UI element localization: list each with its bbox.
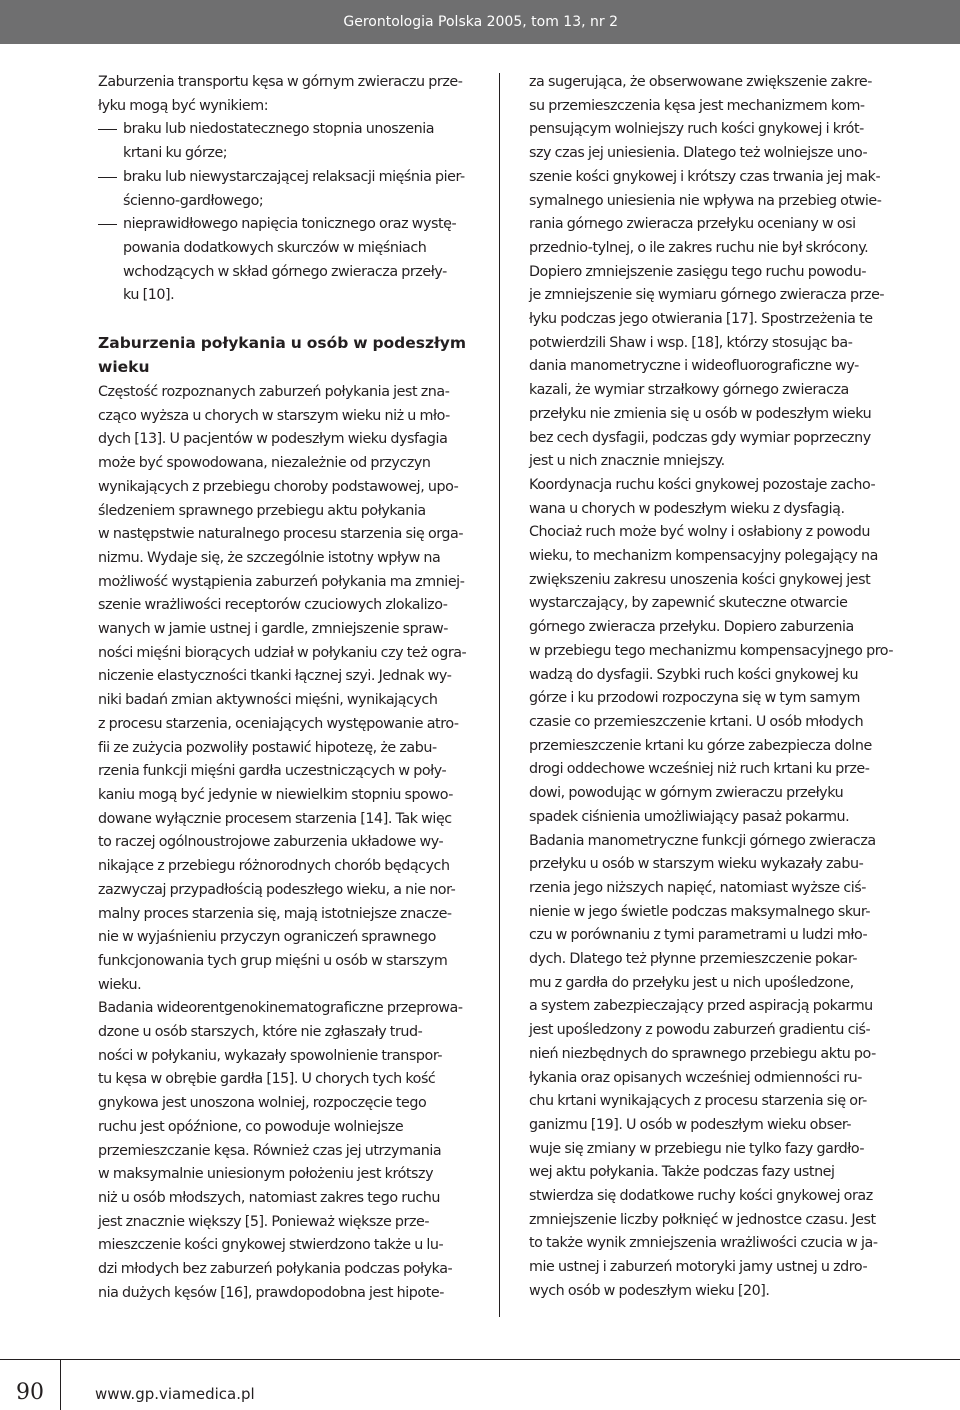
footer-divider — [60, 1360, 61, 1410]
text-line: z procesu starzenia, oceniających występowanie atro- — [98, 715, 459, 732]
heading-line: Zaburzenia połykania u osób w podeszłym — [98, 334, 467, 353]
text-line: przełyku u osób w starszym wieku wykazały zabu- — [529, 856, 864, 873]
em-dash-bullet — [98, 177, 117, 178]
body-paragraph — [98, 997, 468, 1305]
text-line: je zmniejszenie się wymiaru górnego zwieracza prze- — [529, 287, 885, 304]
text-line: kazali, że wymiar strzałkowy górnego zwieracza — [529, 382, 849, 399]
text-line: wystarczający, by zapewnić skuteczne otwarcie — [529, 595, 848, 612]
text-line: Badania manometryczne funkcji górnego zwieracza — [529, 832, 876, 849]
text-line: to także wynik zmniejszenia wrażliwości czucia w ja- — [529, 1235, 878, 1252]
text-line: w maksymalnie uniesionym położeniu jest krótszy — [98, 1166, 434, 1183]
text-line: śledzeniem sprawnego przebiegu aktu połykania — [98, 502, 426, 519]
text-line: łykania oraz opisanych wcześniej odmienności ru- — [529, 1069, 862, 1086]
text-line: niki badań zmian aktywności mięśni, wynikających — [98, 692, 438, 709]
text-line: rzenia jego niższych napięć, natomiast wyższe ciś- — [529, 879, 867, 896]
text-line: w przebiegu tego mechanizmu kompensacyjnego pro- — [529, 642, 894, 659]
text-line: gnykowa jest unoszona wolniej, rozpoczęcie tego — [98, 1095, 427, 1112]
text-line: stwierdza się dodatkowe ruchy kości gnykowej oraz — [529, 1188, 873, 1205]
text-line: rzenia funkcji mięśni gardła uczestniczących w poły- — [98, 763, 447, 780]
text-line: niż u osób młodszych, natomiast zakres tego ruchu — [98, 1189, 440, 1206]
text-line: może być spowodowana, niezależnie od przyczyn — [98, 455, 431, 472]
text-line: nie w wyjaśnieniu przyczyn ograniczeń sprawnego — [98, 929, 436, 946]
text-line: Chociaż ruch może być wolny i osłabiony z powodu — [529, 524, 871, 541]
text-line: nia dużych kęsów [16], prawdopodobna jest hipote- — [98, 1284, 444, 1301]
section-heading — [98, 331, 468, 379]
text-line: wanych w jamie ustnej i gardle, zmniejszenie spraw- — [98, 621, 448, 638]
text-line: za sugerująca, że obserwowane zwiększenie zakre- — [529, 74, 872, 90]
text-line: funkcjonowania tych grup mięśni u osób w starszym — [98, 952, 448, 969]
text-line: ności mięśni biorących udział w połykaniu czy też ogra- — [98, 644, 467, 661]
text-line: łyku podczas jego otwierania [17]. Spostrzeżenia te — [529, 311, 873, 328]
text-line: fii ze zużycia pozwoliły postawić hipotezę, że zabu- — [98, 739, 437, 756]
text-line: dowi, powodując w górnym zwieraczu przełyku — [529, 785, 844, 802]
text-line: czu w porównaniu z tymi parametrami u ludzi mło- — [529, 927, 868, 944]
text-line: górnego zwieracza przełyku. Dopiero zaburzenia — [529, 619, 854, 636]
text-line: ku [10]. — [123, 287, 175, 304]
text-line: zwiększeniu zakresu unoszenia kości gnykowej jest — [529, 571, 871, 588]
journal-issue-title: Gerontologia Polska 2005, tom 13, nr 2 — [343, 14, 618, 30]
text-line: łyku mogą być wynikiem: — [98, 97, 269, 114]
text-line: dych [13]. U pacjentów w podeszłym wieku dysfagia — [98, 431, 448, 448]
text-line: przełyku nie zmienia się u osób w podeszłym wieku — [529, 405, 872, 422]
text-line: górze i ku przodowi rozpoczyna się w tym samym — [529, 690, 860, 707]
text-line: ruchu jest opóźnione, co powoduje wolniejsze — [98, 1118, 404, 1135]
text-line: szenie kości gnykowej i krótszy czas trwania jej mak- — [529, 168, 881, 185]
text-line: krtani ku górze; — [123, 145, 228, 162]
text-line: ności w połykaniu, wykazały spowolnienie transpor- — [98, 1047, 443, 1064]
text-line: Zaburzenia transportu kęsa w górnym zwieraczu prze- — [98, 74, 463, 90]
footer-rule — [0, 1359, 960, 1360]
body-paragraph — [98, 381, 468, 997]
text-line: kaniu mogą być jedynie w niewielkim stopniu spowo- — [98, 786, 453, 803]
text-line: dzone u osób starszych, które nie zgłaszały trud- — [98, 1024, 423, 1041]
text-line: powania dodatkowych skurczów w mięśniach — [123, 239, 427, 256]
text-line: zazwyczaj przypadłością podeszłego wieku, a nie nor- — [98, 881, 456, 898]
body-paragraph — [529, 474, 902, 1304]
text-line: su przemieszczenia kęsa jest mechanizmem kom- — [529, 97, 865, 114]
text-line: przemieszczenie krtani ku górze zabezpiecza dolne — [529, 737, 872, 754]
left-column — [98, 71, 468, 1305]
text-line: dzi młodych bez zaburzeń połykania podczas połyka- — [98, 1261, 453, 1278]
text-line: nienie w jego świetle podczas maksymalnego skur- — [529, 903, 871, 920]
text-line: dania manometryczne i wideofluorograficzne wy- — [529, 358, 859, 375]
text-line: przednio-tylnej, o ile zakres ruchu nie był skrócony. — [529, 239, 869, 256]
text-line: wieku. — [98, 976, 142, 993]
text-line: pensującym wolniejszy ruch kości gnykowej i krót- — [529, 121, 864, 138]
text-line: jest upośledzony z powodu zaburzeń gradientu ciś- — [529, 1022, 871, 1039]
text-line: przemieszczanie kęsa. Również czas jej utrzymania — [98, 1142, 442, 1159]
text-line: Dopiero zmniejszenie zasięgu tego ruchu powodu- — [529, 263, 867, 280]
text-line: dych. Dlatego też płynne przemieszczenie pokar- — [529, 951, 858, 968]
column-divider — [499, 73, 500, 1317]
text-line: drogi oddechowe wcześniej niż ruch krtani ku prze- — [529, 761, 870, 778]
text-line: niczenie elastyczności tkanki łącznej szyi. Jednak wy- — [98, 668, 452, 685]
text-line: mu z gardła do przełyku jest u nich upośledzone, — [529, 974, 854, 991]
text-line: czasie co przemieszczenie krtani. U osób młodych — [529, 713, 864, 730]
text-line: w następstwie naturalnego procesu starzenia się orga- — [98, 526, 464, 543]
text-line: wadzą do dysfagii. Szybki ruch kości gnykowej ku — [529, 666, 859, 683]
running-header-bar — [0, 0, 960, 44]
text-line: dowane wyłącznie procesem starzenia [14]. Tak więc — [98, 810, 452, 827]
body-paragraph — [529, 71, 902, 474]
em-dash-bullet — [98, 224, 117, 225]
text-line: ganizmu [19]. U osób w podeszłym wieku obser- — [529, 1116, 852, 1133]
text-line: nień niezbędnych do sprawnego przebiegu aktu po- — [529, 1045, 876, 1062]
list-item — [98, 118, 468, 165]
text-line: malny proces starzenia się, mają istotniejsze znacze- — [98, 905, 452, 922]
text-line: wych osób w podeszłym wieku [20]. — [529, 1282, 770, 1299]
text-line: ścienno-gardłowego; — [123, 192, 264, 209]
text-line: bez cech dysfagii, podczas gdy wymiar poprzeczny — [529, 429, 871, 446]
text-line: wana u chorych w podeszłym wieku z dysfagią. — [529, 500, 845, 517]
text-line: mie ustnej i zaburzeń motoryki jamy ustnej u zdro- — [529, 1259, 868, 1276]
text-line: Badania wideorentgenokinematograficzne przeprowa- — [98, 1000, 463, 1017]
text-line: tu kęsa w obrębie gardła [15]. U chorych tych kość — [98, 1071, 436, 1088]
em-dash-bullet — [98, 129, 117, 130]
list-item — [98, 166, 468, 213]
text-line: braku lub niedostatecznego stopnia unoszenia — [123, 121, 435, 138]
text-line: wynikających z przebiegu choroby podstawowej, upo- — [98, 478, 459, 495]
text-line: nizmu. Wydaje się, że szczególnie istotny wpływ na — [98, 549, 441, 566]
text-line: potwierdzili Shaw i wsp. [18], którzy stosując ba- — [529, 334, 853, 351]
text-line: braku lub niewystarczającej relaksacji mięśnia pier- — [123, 168, 465, 185]
text-line: szy czas jej uniesienia. Dlatego też wolniejsze uno- — [529, 145, 868, 162]
text-line: a system zabezpieczający przed aspiracją pokarmu — [529, 998, 873, 1015]
text-line: wej aktu połykania. Także podczas fazy ustnej — [529, 1164, 835, 1181]
text-line: rania górnego zwieracza przełyku oceniany w osi — [529, 216, 856, 233]
right-column — [529, 71, 902, 1304]
text-line: Koordynacja ruchu kości gnykowej pozostaje zacho- — [529, 476, 876, 493]
text-line: wuje się zmiany w przebiegu nie tylko fazy gardło- — [529, 1140, 865, 1157]
text-line: zmniejszenie liczby połknięć w jednostce czasu. Jest — [529, 1211, 876, 1228]
text-line: jest znacznie większy [5]. Ponieważ większe prze- — [98, 1213, 430, 1230]
text-line: chu krtani wynikających z procesu starzenia się or- — [529, 1093, 867, 1110]
text-line: to raczej ogólnoustrojowe zaburzenia układowe wy- — [98, 834, 444, 851]
page-number: 90 — [16, 1380, 44, 1405]
text-line: możliwość wystąpienia zaburzeń połykania ma zmniej- — [98, 573, 465, 590]
text-line: spadek ciśnienia umożliwiający pasaż pokarmu. — [529, 808, 850, 825]
text-line: Częstość rozpoznanych zaburzeń połykania jest zna- — [98, 384, 450, 401]
intro-paragraph — [98, 71, 468, 118]
text-line: nikające z przebiegu różnorodnych chorób będących — [98, 858, 450, 875]
text-line: wieku, to mechanizm kompensacyjny polegający na — [529, 548, 878, 565]
text-line: jest u nich znacznie mniejszy. — [529, 453, 725, 470]
text-line: symalnego uniesienia nie wpływa na przebieg otwie- — [529, 192, 882, 209]
list-item — [98, 213, 468, 308]
journal-website-url: www.gp.viamedica.pl — [95, 1385, 255, 1403]
text-line: szenie wrażliwości receptorów czuciowych zlokalizo- — [98, 597, 448, 614]
text-line: nieprawidłowego napięcia tonicznego oraz wystę- — [123, 216, 457, 233]
text-line: wchodzących w skład górnego zwieracza przeły- — [123, 263, 447, 280]
heading-line: wieku — [98, 358, 150, 377]
text-line: cząco wyższa u chorych w starszym wieku niż u mło- — [98, 407, 450, 424]
text-line: mieszczenie kości gnykowej stwierdzono także u lu- — [98, 1237, 444, 1254]
